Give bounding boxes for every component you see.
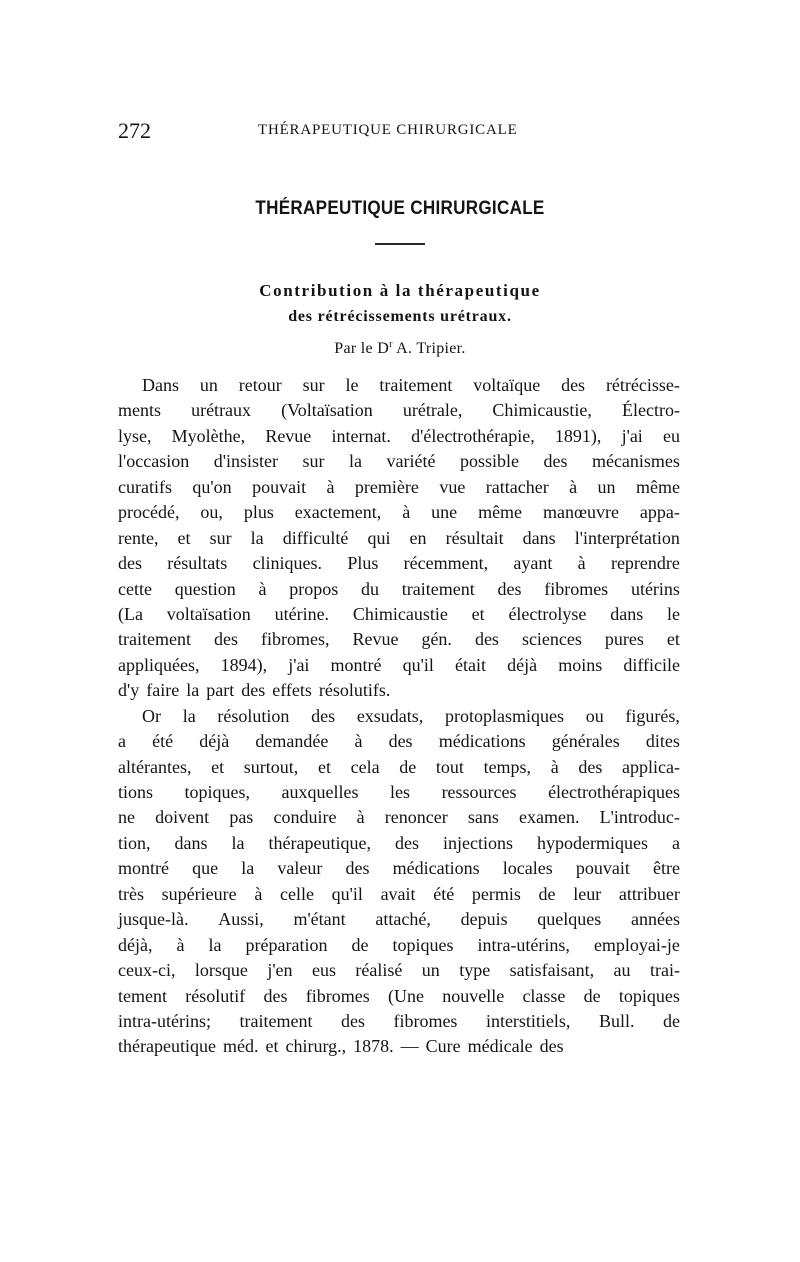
body-line: des résultats cliniques. Plus récemment, ayant à reprendre [118,553,680,574]
title-rule [375,243,425,245]
body-line: tions topiques, auxquelles les ressources électrothérapiques [118,782,680,802]
body-line: procédé, ou, plus exactement, à une même manœuvre appa- [118,502,680,523]
byline [0,339,800,358]
byline-prefix: Par le D [334,340,390,357]
body-line: cette question à propos du traitement des fibromes utérins [118,578,680,599]
body-line: Or la résolution des exsudats, protoplasmiques ou figurés, [142,705,680,726]
body-line: l'occasion d'insister sur la variété possible des mécanismes [118,451,680,472]
page-number: 272 [118,118,151,143]
body-line: jusque-là. Aussi, m'étant attaché, depuis quelques années [118,909,680,930]
body-line: très supérieure à celle qu'il avait été permis de leur attribuer [118,883,680,904]
body-line: ne doivent pas conduire à renoncer sans examen. L'introduc- [118,807,680,828]
body-line: tement résolutif des fibromes (Une nouvelle classe de topiques [118,985,680,1006]
body-text [118,373,680,1060]
article-subtitle: des rétrécissements urétraux. [288,308,512,325]
byline-sup: r [389,339,393,350]
body-line: rente, et sur la difficulté qui en résultait dans l'interprétation [118,527,680,548]
body-line: Dans un retour sur le traitement voltaïque des rétrécisse- [142,375,680,395]
body-line: traitement des fibromes, Revue gén. des sciences pures et [118,629,680,650]
article-title: Contribution à la thérapeutique [259,281,541,300]
body-line: lyse, Myolèthe, Revue internat. d'électrothérapie, 1891), j'ai eu [118,425,680,446]
body-line: intra-utérins; traitement des fibromes interstitiels, Bull. de [118,1010,680,1031]
body-line: déjà, à la préparation de topiques intra-utérins, employai-je [118,934,680,955]
body-line: a été déjà demandée à des médications générales dites [118,731,680,752]
body-line: curatifs qu'on pouvait à première vue rattacher à un même [118,476,680,497]
body-line: ments urétraux (Voltaïsation urétrale, Chimicaustie, Électro- [118,400,680,421]
body-line: tion, dans la thérapeutique, des injections hypodermiques a [118,832,680,853]
body-line: thérapeutique méd. et chirurg., 1878. — Cure médicale des [118,1036,564,1057]
byline-author: A. Tripier. [396,340,466,357]
running-head [0,118,800,142]
body-line: montré que la valeur des médications locales pouvait être [118,858,680,879]
running-title: THÉRAPEUTIQUE CHIRURGICALE [258,122,518,138]
body-line: d'y faire la part des effets résolutifs. [118,680,391,701]
body-line: altérantes, et surtout, et cela de tout temps, à des applica- [118,756,680,777]
body-line: (La voltaïsation utérine. Chimicaustie et électrolyse dans le [118,603,680,624]
body-line: appliquées, 1894), j'ai montré qu'il était déjà moins difficile [118,654,680,675]
section-title: THÉRAPEUTIQUE CHIRURGICALE [255,198,545,219]
body-line: ceux-ci, lorsque j'en eus réalisé un type satisfaisant, au trai- [118,960,680,981]
